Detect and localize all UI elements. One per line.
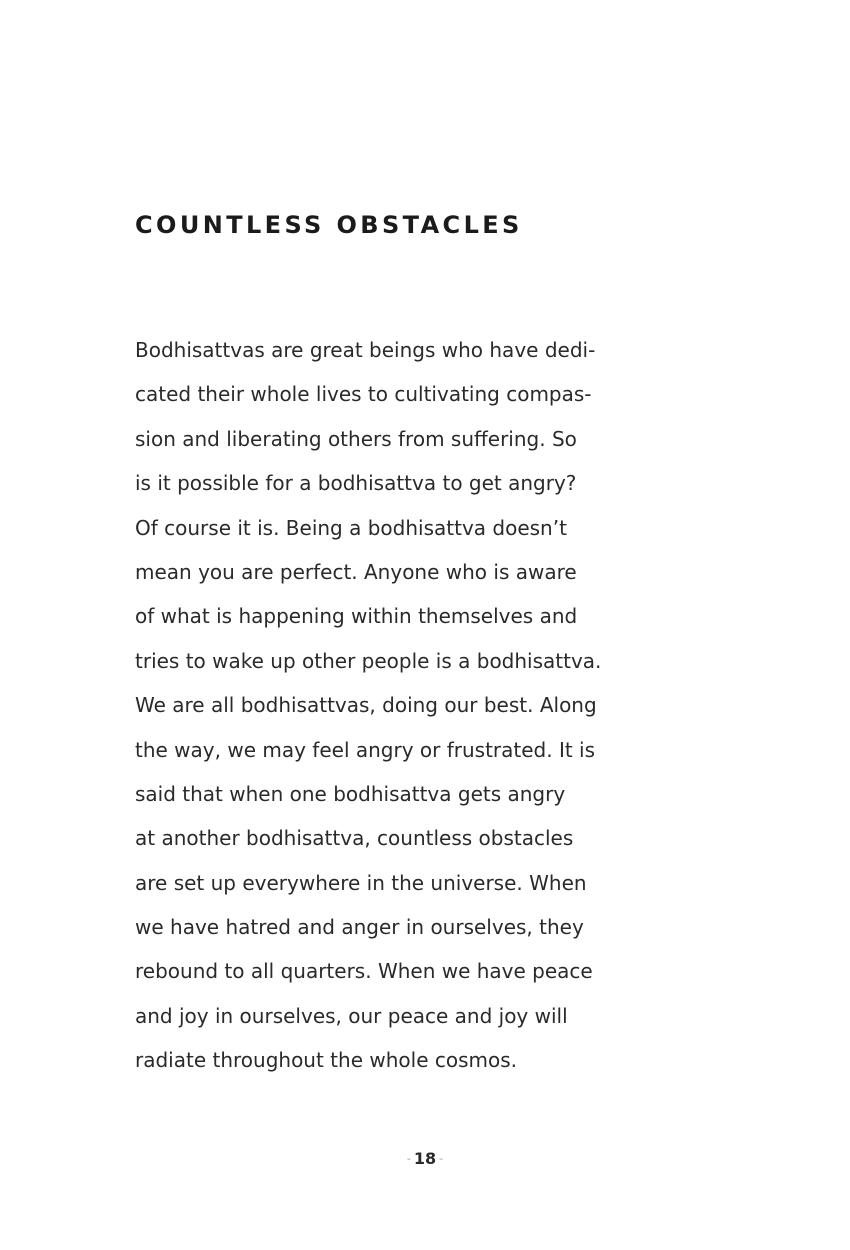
body-line: we have hatred and anger in ourselves, they bbox=[135, 915, 584, 940]
body-line: tries to wake up other people is a bodhisattva. bbox=[135, 648, 602, 673]
page-number-value: 18 bbox=[413, 1149, 437, 1168]
body-line: at another bodhisattva, countless obstacles bbox=[135, 826, 574, 851]
page-number bbox=[0, 1148, 850, 1170]
body-line: and joy in ourselves, our peace and joy will bbox=[135, 1003, 568, 1028]
chapter-title: COUNTLESS OBSTACLES bbox=[135, 211, 523, 240]
body-line: of what is happening within themselves and bbox=[135, 604, 578, 629]
body-line: is it possible for a bodhisattva to get angry? bbox=[135, 471, 577, 496]
body-paragraph bbox=[135, 328, 695, 1083]
body-line: We are all bodhisattvas, doing our best. Along bbox=[135, 693, 597, 718]
body-line: are set up everywhere in the universe. When bbox=[135, 870, 587, 895]
body-line: sion and liberating others from suffering. So bbox=[135, 426, 577, 451]
folio-right-mark: - bbox=[439, 1152, 444, 1165]
body-line: cated their whole lives to cultivating compas- bbox=[135, 382, 592, 407]
body-line: mean you are perfect. Anyone who is aware bbox=[135, 559, 577, 584]
folio-left-mark: - bbox=[406, 1152, 411, 1165]
body-line: the way, we may feel angry or frustrated. It is bbox=[135, 737, 596, 762]
body-line: said that when one bodhisattva gets angry bbox=[135, 781, 566, 806]
body-line: Bodhisattvas are great beings who have dedi- bbox=[135, 338, 596, 362]
body-line: Of course it is. Being a bodhisattva doesn’t bbox=[135, 515, 567, 540]
body-line: radiate throughout the whole cosmos. bbox=[135, 1048, 518, 1073]
body-line: rebound to all quarters. When we have peace bbox=[135, 959, 593, 984]
